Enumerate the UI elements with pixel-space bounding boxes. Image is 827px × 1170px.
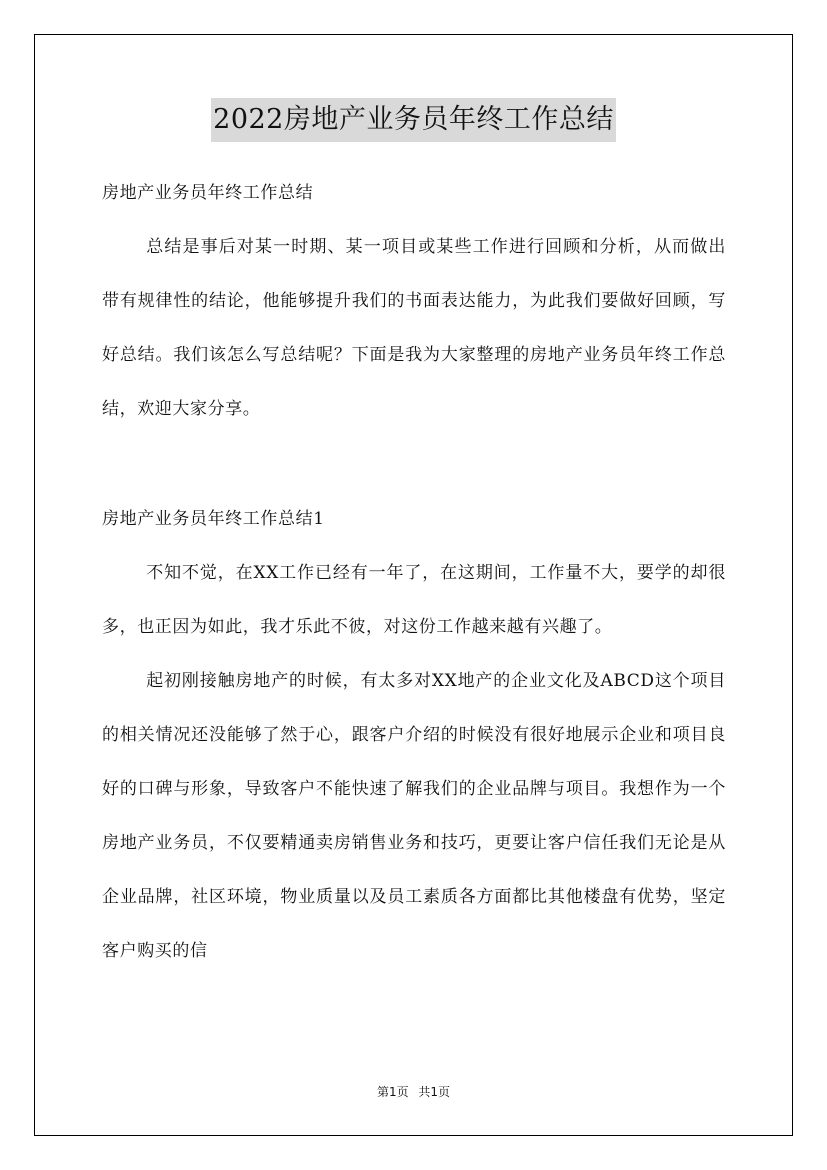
section-1-paragraph-1: 不知不觉，在XX工作已经有一年了，在这期间，工作量不大，要学的却很多，也正因为如此，我才乐此不彼，对这份工作越来越有兴趣了。 (102, 563, 726, 637)
document-title: 2022房地产业务员年终工作总结 (211, 98, 616, 142)
section-1 (102, 492, 726, 978)
subtitle: 房地产业务员年终工作总结 (102, 183, 314, 203)
document-title-container (0, 98, 827, 142)
page-number: 第1页 (376, 1085, 409, 1099)
page-total: 共1页 (418, 1085, 451, 1099)
intro-paragraph: 总结是事后对某一时期、某一项目或某些工作进行回顾和分析，从而做出带有规律性的结论，他能够提升我们的书面表达能力，为此我们要做好回顾，写好总结。我们该怎么写总结呢？下面是我为大家整理的房地产业务员年终工作总结，欢迎大家分享。 (102, 237, 726, 419)
page-footer (0, 1084, 827, 1100)
section-1-heading: 房地产业务员年终工作总结1 (102, 509, 325, 529)
section-1-paragraph-2: 起初刚接触房地产的时候，有太多对XX地产的企业文化及ABCD这个项目的相关情况还没能够了然于心，跟客户介绍的时候没有很好地展示企业和项目良好的口碑与形象，导致客户不能快速了解我们的企业品牌与项目。我想作为一个房地产业务员，不仅要精通卖房销售业务和技巧，更要让客户信任我们无论是从企业品牌，社区环境，物业质量以及员工素质各方面都比其他楼盘有优势，坚定客户购买的信 (102, 671, 726, 961)
intro-section (102, 166, 726, 436)
